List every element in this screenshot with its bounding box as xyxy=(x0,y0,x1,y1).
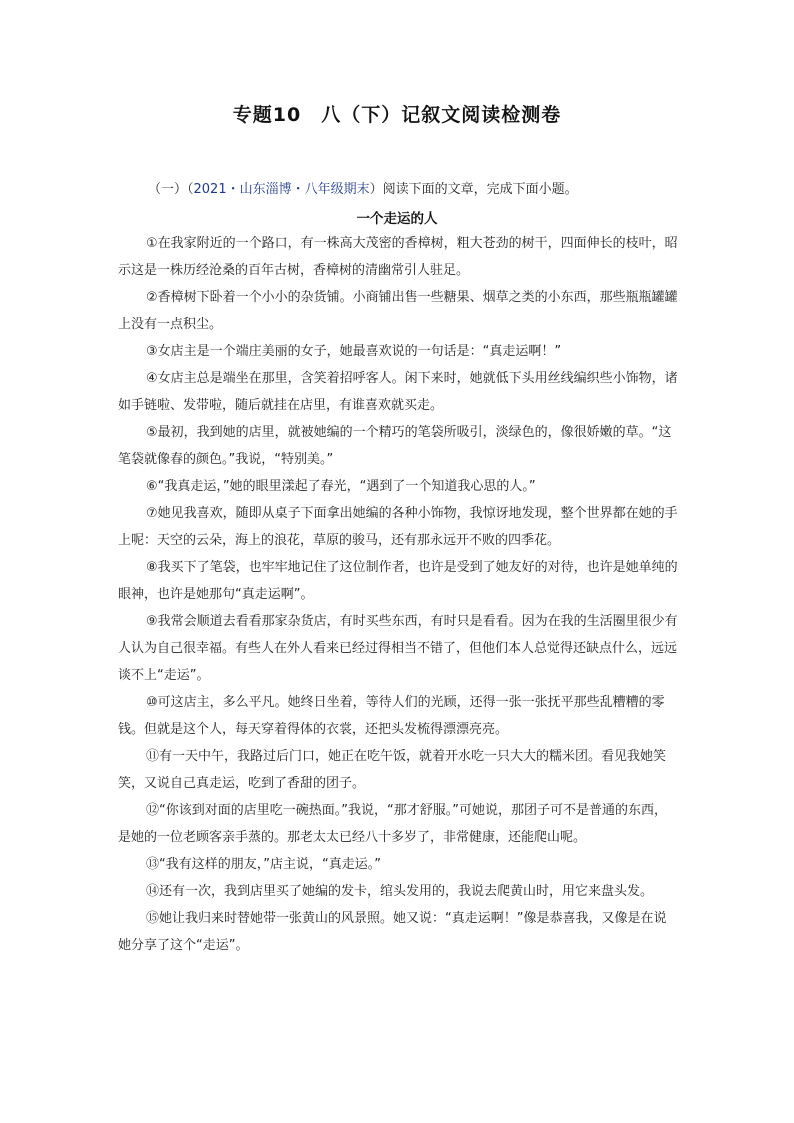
paragraph-6: ⑥“我真走运，”她的眼里漾起了春光，“遇到了一个知道我心思的人。” xyxy=(146,479,536,494)
article-title: 一个走运的人 xyxy=(356,211,438,227)
paragraph-5: ⑤最初，我到她的店里，就被她编的一个精巧的笔袋所吸引，淡绿色的，像很娇嫩的草。“这笔袋就像春的颜色。”我说，“特别美。” xyxy=(118,425,672,467)
article-body xyxy=(118,230,678,959)
page-title: 专题10 八（下）记叙文阅读检测卷 xyxy=(232,104,562,126)
intro-prefix: （一）（ xyxy=(148,182,194,197)
intro-suffix: ）阅读下面的文章，完成下面小题。 xyxy=(369,182,578,197)
question-intro xyxy=(148,178,578,197)
paragraph-11: ⑪有一天中午，我路过后门口，她正在吃午饭，就着开水吃一只大大的糯米团。看见我她笑笑，又说自己真走运，吃到了香甜的团子。 xyxy=(118,749,667,791)
paragraph-8: ⑧我买下了笔袋，也牢牢地记住了这位制作者，也许是受到了她友好的对待，也许是她单纯的眼神，也许是她那句“真走运啊”。 xyxy=(118,560,678,602)
intro-source: 2021・山东淄博・八年级期末 xyxy=(193,182,370,197)
paragraph-1: ①在我家附近的一个路口，有一株高大茂密的香樟树，粗大苍劲的树干，四面伸长的枝叶，昭示这是一株历经沧桑的百年古树，香樟树的清幽常引人驻足。 xyxy=(118,236,678,278)
paragraph-12: ⑫“你该到对面的店里吃一碗热面。”我说，“那才舒服。”可她说，那团子可不是普通的东西，是她的一位老顾客亲手蒸的。那老太太已经八十多岁了，非常健康，还能爬山呢。 xyxy=(118,803,667,845)
paragraph-2: ②香樟树下卧着一个小小的杂货铺。小商铺出售一些糖果、烟草之类的小东西，那些瓶瓶罐罐上没有一点积尘。 xyxy=(118,290,678,332)
paragraph-13: ⑬“我有这样的朋友，”店主说，“真走运。” xyxy=(146,857,381,872)
paragraph-7: ⑦她见我喜欢，随即从桌子下面拿出她编的各种小饰物，我惊讶地发现，整个世界都在她的手上呢：天空的云朵，海上的浪花，草原的骏马，还有那永远开不败的四季花。 xyxy=(118,506,678,548)
paragraph-10: ⑩可这店主，多么平凡。她终日坐着，等待人们的光顾，还得一张一张抚平那些乱糟糟的零钱。但就是这个人，每天穿着得体的衣裳，还把头发梳得漂漂亮亮。 xyxy=(118,695,665,737)
paragraph-14: ⑭还有一次，我到店里买了她编的发卡，绾头发用的，我说去爬黄山时，用它来盘头发。 xyxy=(146,884,654,899)
paragraph-9: ⑨我常会顺道去看看那家杂货店，有时买些东西，有时只是看看。因为在我的生活圈里很少有人认为自己很幸福。有些人在外人看来已经过得相当不错了，但他们本人总觉得还缺点什么，远远谈不上“走运”。 xyxy=(118,614,678,683)
paragraph-4: ④女店主总是端坐在那里，含笑着招呼客人。闲下来时，她就低下头用丝线编织些小饰物，诸如手链啦、发带啦，随后就挂在店里，有谁喜欢就买走。 xyxy=(118,371,678,413)
paragraph-15: ⑮她让我归来时替她带一张黄山的风景照。她又说：“真走运啊！”像是恭喜我，又像是在说她分享了这个“走运”。 xyxy=(118,911,667,953)
paragraph-3: ③女店主是一个端庄美丽的女子，她最喜欢说的一句话是：“真走运啊！” xyxy=(146,344,562,359)
